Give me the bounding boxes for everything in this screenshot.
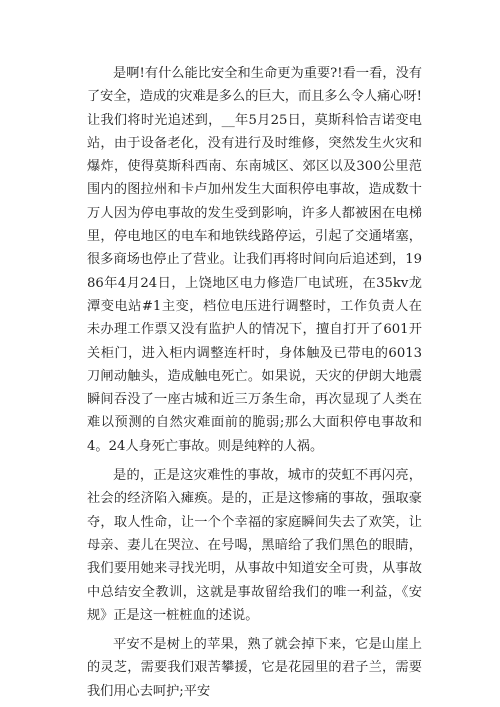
paragraph-safety-metaphor: 平安不是树上的苹果，熟了就会掉下来，它是山崖上的灵芝，需要我们艰苦攀援，它是花园里的君子兰，需要我们用心去呵护;平安 bbox=[87, 637, 422, 699]
document-body bbox=[87, 62, 422, 703]
paragraph-accident-consequences: 是的，正是这灾难性的事故，城市的荧虹不再闪亮，社会的经济陷入瘫痪。是的，正是这惨痛的事故，强取豪夺，取人性命，让一个个幸福的家庭瞬间失去了欢笑，让母亲、妻儿在哭泣、在号喝，黑暗给了我们黑色的眼睛，我们要用她来寻找光明，从事故中知道安全可贵，从事故中总结安全教训，这就是事故留给我们的唯一利益，《安规》正是这一桩桩血的述说。 bbox=[87, 468, 422, 623]
paragraph-accident-history: 是啊!有什么能比安全和生命更为重要?!看一看，没有了安全，造成的灾难是多么的巨大，而且多么令人痛心呀!让我们将时光追述到，__年5月25日，莫斯科恰吉诺变电站，由于设备老化，没有进行及时维修，突然发生火灾和爆炸，使得莫斯科西南、东南城区、郊区以及300公里范围内的图拉州和卡卢加州发生大面积停电事故，造成数十万人因为停电事故的发生受到影响，许多人都被困在电梯里，停电地区的电车和地铁线路停运，引起了交通堵塞，很多商场也停止了营业。让我们再将时间向后追述到，1986年4月24日，上饶地区电力修造厂电试班，在35kv龙潭变电站#1主变，档位电压进行调整时，工作负责人在未办理工作票又没有监护人的情况下，擅自打开了601开关柜门，进入柜内调整连杆时，身体触及已带电的6013刀闸动触头，造成触电死亡。如果说，天灾的伊朗大地震瞬间吞没了一座古城和近三万条生命，再次显现了人类在难以预测的自然灾难面前的脆弱;那么大面积停电事故和4。24人身死亡事故。则是纯粹的人祸。 bbox=[87, 66, 422, 454]
